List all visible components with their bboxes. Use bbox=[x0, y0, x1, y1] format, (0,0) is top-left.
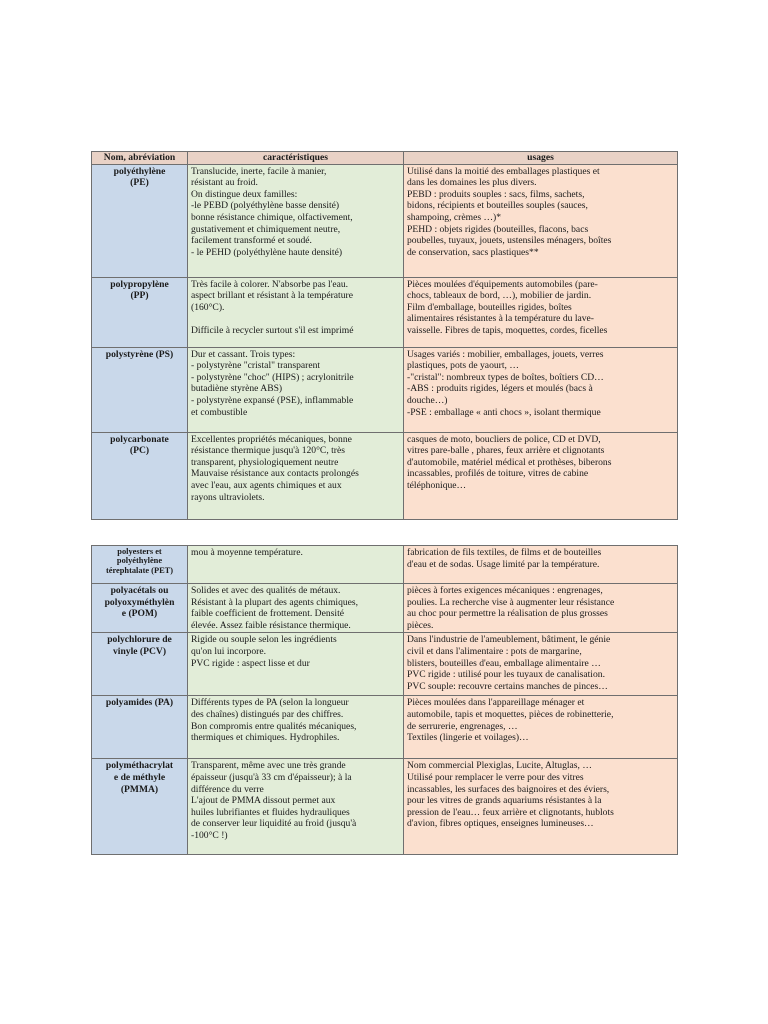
cell-line: polyéthylène bbox=[113, 165, 166, 177]
polymer-name-cell bbox=[92, 584, 188, 633]
cell-line: Utilisé dans la moitié des emballages plastiques et bbox=[407, 165, 600, 177]
cell-line: casques de moto, boucliers de police, CD et DVD, bbox=[407, 433, 601, 445]
polymer-name-cell bbox=[92, 633, 188, 696]
characteristics-cell bbox=[188, 164, 404, 277]
cell-line: e (POM) bbox=[121, 608, 158, 620]
cell-line: polycarbonate bbox=[110, 433, 169, 445]
cell-line: Dans l'industrie de l'ameublement, bâtiment, le génie bbox=[407, 634, 611, 646]
cell-line: chocs, tableaux de bord, …), mobilier de jardin. bbox=[407, 290, 592, 302]
cell-line: Pièces moulées dans l'appareillage ménager et bbox=[407, 697, 585, 709]
characteristics-cell bbox=[188, 432, 404, 519]
cell-line: élevée. Assez faible résistance thermique. bbox=[191, 619, 351, 631]
cell-line: Utilisé pour remplacer le verre pour des vitres bbox=[407, 771, 584, 783]
cell-line: civil et dans l'alimentaire : pots de margarine, bbox=[407, 645, 582, 657]
cell-line: -"cristal": nombreux types de boîtes, boîtiers CD… bbox=[407, 371, 604, 383]
header-name: Nom, abréviation bbox=[92, 152, 188, 165]
cell-line: incassables, profilés de toiture, vitres de cabine bbox=[407, 468, 589, 480]
usages-cell bbox=[404, 432, 678, 519]
cell-line: d'eau et de sodas. Usage limité par la température. bbox=[407, 558, 600, 570]
cell-line: polystyrène (PS) bbox=[105, 348, 174, 360]
cell-line: avec l'eau, aux agents chimiques et aux bbox=[191, 479, 342, 491]
cell-line: shampoing, crèmes …)* bbox=[407, 211, 502, 223]
cell-line: plastiques, pots de yaourt, … bbox=[407, 360, 519, 372]
cell-line: Excellentes propriétés mécaniques, bonne bbox=[191, 433, 352, 445]
cell-line: polyesters et bbox=[117, 547, 162, 556]
cell-line: -ABS : produits rigides, légers et moulés (bacs à bbox=[407, 383, 593, 395]
cell-line: au choc pour permettre la réalisation de plus grosses bbox=[407, 608, 608, 620]
cell-line: polyméthacrylat bbox=[105, 760, 174, 772]
usages-cell bbox=[404, 584, 678, 633]
cell-line: vaisselle. Fibres de tapis, moquettes, cordes, ficelles bbox=[407, 324, 608, 336]
cell-line: pour les vitres de grands aquariums résistantes à la bbox=[407, 795, 602, 807]
cell-line: rayons ultraviolets. bbox=[191, 491, 265, 503]
cell-line: (PP) bbox=[130, 290, 149, 302]
cell-line: qu'on lui incorpore. bbox=[191, 645, 266, 657]
cell-line: On distingue deux familles: bbox=[191, 188, 298, 200]
cell-line: polypropylène bbox=[110, 278, 169, 290]
characteristics-cell bbox=[188, 277, 404, 347]
polymer-name-cell bbox=[92, 164, 188, 277]
cell-line: d'avion, fibres optiques, enseignes lumineuses… bbox=[407, 818, 594, 830]
cell-line: automobile, tapis et moquettes, pièces de robinetterie, bbox=[407, 708, 614, 720]
cell-line: -PSE : emballage « anti chocs », isolant thermique bbox=[407, 406, 601, 418]
cell-line: - le PEHD (polyéthylène haute densité) bbox=[191, 246, 343, 258]
usages-cell bbox=[404, 633, 678, 696]
cell-line: butadiène styrène ABS) bbox=[191, 383, 283, 395]
cell-line: - polystyrène expansé (PSE), inflammable bbox=[191, 394, 354, 406]
cell-line: PVC rigide : aspect lisse et dur bbox=[191, 657, 310, 669]
cell-line: PVC rigide : utilisé pour les tuyaux de canalisation. bbox=[407, 669, 605, 681]
usages-cell bbox=[404, 759, 678, 855]
cell-line: bonne résistance chimique, olfactivement, bbox=[191, 211, 353, 223]
cell-line: téléphonique… bbox=[407, 479, 467, 491]
cell-line: de serrurerie, engrenages, … bbox=[407, 720, 518, 732]
polymer-name-cell bbox=[92, 759, 188, 855]
cell-line: Usages variés : mobilier, emballages, jouets, verres bbox=[407, 348, 604, 360]
polymer-name-cell bbox=[92, 347, 188, 432]
cell-line: poulies. La recherche vise à augmenter leur résistance bbox=[407, 596, 615, 608]
cell-line: transparent, physiologiquement neutre bbox=[191, 456, 339, 468]
cell-line: Différents types de PA (selon la longueur bbox=[191, 697, 349, 709]
cell-line: térephtalate (PET) bbox=[105, 565, 174, 575]
cell-line: vitres pare-balle , phares, feux arrière et clignotants bbox=[407, 445, 605, 457]
cell-line: -le PEBD (polyéthylène basse densité) bbox=[191, 200, 340, 212]
usages-cell bbox=[404, 347, 678, 432]
cell-line: (PMMA) bbox=[120, 783, 159, 795]
cell-line: Transparent, même avec une très grande bbox=[191, 760, 346, 772]
polymer-table-1 bbox=[91, 151, 678, 520]
cell-line: -100°C !) bbox=[191, 829, 228, 841]
cell-line: Bon compromis entre qualités mécaniques, bbox=[191, 720, 357, 732]
cell-line: Nom commercial Plexiglas, Lucite, Altuglas, … bbox=[407, 760, 592, 772]
cell-line: (160°C). bbox=[191, 301, 225, 313]
cell-line: polyéthylène bbox=[116, 556, 163, 566]
cell-line: pression de l'eau… feux arrière et clignotants, hublots bbox=[407, 806, 614, 818]
cell-line: polyacétals ou bbox=[110, 585, 169, 596]
cell-line: de conservation, sacs plastiques** bbox=[407, 246, 539, 258]
header-usages: usages bbox=[404, 152, 678, 165]
cell-line: faible coefficient de frottement. Densité bbox=[191, 608, 344, 620]
cell-line: Très facile à colorer. N'absorbe pas l'eau. bbox=[191, 278, 349, 290]
cell-line: gustativement et chimiquement neutre, bbox=[191, 223, 341, 235]
table-row bbox=[92, 432, 678, 519]
characteristics-cell bbox=[188, 347, 404, 432]
cell-line: facilement transformé et soudé. bbox=[191, 235, 312, 247]
cell-line: mou à moyenne température. bbox=[191, 547, 303, 558]
table-header-row bbox=[92, 152, 678, 165]
cell-line: poubelles, tuyaux, jouets, ustensiles ménagers, boîtes bbox=[407, 235, 612, 247]
cell-line: épaisseur (jusqu'à 33 cm d'épaisseur); à la bbox=[191, 771, 352, 783]
polymer-name-cell bbox=[92, 277, 188, 347]
table-row bbox=[92, 164, 678, 277]
polymer-name-cell bbox=[92, 696, 188, 759]
usages-cell bbox=[404, 164, 678, 277]
table-row bbox=[92, 277, 678, 347]
cell-line: différence du verre bbox=[191, 783, 264, 795]
cell-line: Dur et cassant. Trois types: bbox=[191, 348, 296, 360]
cell-line: huiles lubrifiantes et fluides hydrauliques bbox=[191, 806, 350, 818]
cell-line: Pièces moulées d'équipements automobiles (pare- bbox=[407, 278, 598, 290]
cell-line: blisters, bouteilles d'eau, emballage alimentaire … bbox=[407, 657, 601, 669]
cell-line: thermiques et chimiques. Hydrophiles. bbox=[191, 732, 340, 744]
cell-line: L'ajout de PMMA dissout permet aux bbox=[191, 795, 336, 807]
polymer-name-cell bbox=[92, 546, 188, 584]
cell-line: d'automobile, matériel médical et prothèses, biberons bbox=[407, 456, 612, 468]
cell-line: alimentaires résistantes à la température du lave- bbox=[407, 313, 594, 325]
polymer-name-cell bbox=[92, 432, 188, 519]
cell-line: douche…) bbox=[407, 394, 448, 406]
cell-line: résistant au froid. bbox=[191, 177, 258, 189]
cell-line: polychlorure de bbox=[107, 634, 172, 646]
usages-cell bbox=[404, 696, 678, 759]
cell-line: incassables, les surfaces des baignoires et des éviers, bbox=[407, 783, 610, 795]
cell-line: Solides et avec des qualités de métaux. bbox=[191, 585, 341, 596]
cell-line: PEHD : objets rigides (bouteilles, flacons, bacs bbox=[407, 223, 589, 235]
table-row bbox=[92, 696, 678, 759]
table-row bbox=[92, 633, 678, 696]
cell-line: résistance thermique jusqu'à 120°C, très bbox=[191, 445, 345, 457]
cell-line: pièces à fortes exigences mécaniques : engrenages, bbox=[407, 585, 603, 596]
header-characteristics: caractéristiques bbox=[188, 152, 404, 165]
characteristics-cell bbox=[188, 546, 404, 584]
cell-line: polyamides (PA) bbox=[105, 697, 174, 709]
cell-line: polyoxyméthylèn bbox=[104, 596, 175, 608]
cell-line: (PC) bbox=[129, 445, 150, 457]
cell-line: Difficile à recycler surtout s'il est imprimé bbox=[191, 324, 354, 336]
polymer-table-2 bbox=[91, 545, 678, 855]
characteristics-cell bbox=[188, 696, 404, 759]
characteristics-cell bbox=[188, 584, 404, 633]
cell-line: Résistant à la plupart des agents chimiques, bbox=[191, 596, 359, 608]
cell-line: dans les domaines les plus divers. bbox=[407, 177, 537, 189]
characteristics-cell bbox=[188, 759, 404, 855]
cell-line: - polystyrène "choc" (HIPS) ; acrylonitrile bbox=[191, 371, 354, 383]
cell-line: Mauvaise résistance aux contacts prolongés bbox=[191, 468, 359, 480]
cell-line: Rigide ou souple selon les ingrédients bbox=[191, 634, 337, 646]
cell-line: des chaînes) distingués par des chiffres. bbox=[191, 708, 344, 720]
characteristics-cell bbox=[188, 633, 404, 696]
table-row bbox=[92, 347, 678, 432]
table-row bbox=[92, 584, 678, 633]
cell-line: Translucide, inerte, facile à manier, bbox=[191, 165, 327, 177]
cell-line: de conserver leur liquidité au froid (jusqu'à bbox=[191, 818, 357, 830]
table-row bbox=[92, 759, 678, 855]
cell-line bbox=[191, 313, 400, 325]
cell-line: PEBD : produits souples : sacs, films, sachets, bbox=[407, 188, 585, 200]
cell-line: Textiles (lingerie et voilages)… bbox=[407, 732, 529, 744]
cell-line: aspect brillant et résistant à la température bbox=[191, 290, 353, 302]
cell-line: bidons, récipients et bouteilles souples (sauces, bbox=[407, 200, 588, 212]
cell-line: (PE) bbox=[130, 177, 149, 189]
cell-line: - polystyrène "cristal" transparent bbox=[191, 360, 321, 372]
table-row bbox=[92, 546, 678, 584]
cell-line: PVC souple: recouvre certains manches de pinces… bbox=[407, 680, 608, 692]
cell-line: fabrication de fils textiles, de films et de bouteilles bbox=[407, 547, 602, 558]
cell-line: vinyle (PCV) bbox=[112, 645, 167, 657]
usages-cell bbox=[404, 546, 678, 584]
cell-line: e de méthyle bbox=[113, 771, 166, 783]
cell-line: et combustible bbox=[191, 406, 248, 418]
cell-line: Film d'emballage, bouteilles rigides, boîtes bbox=[407, 301, 572, 313]
cell-line: pièces. bbox=[407, 619, 434, 631]
usages-cell bbox=[404, 277, 678, 347]
